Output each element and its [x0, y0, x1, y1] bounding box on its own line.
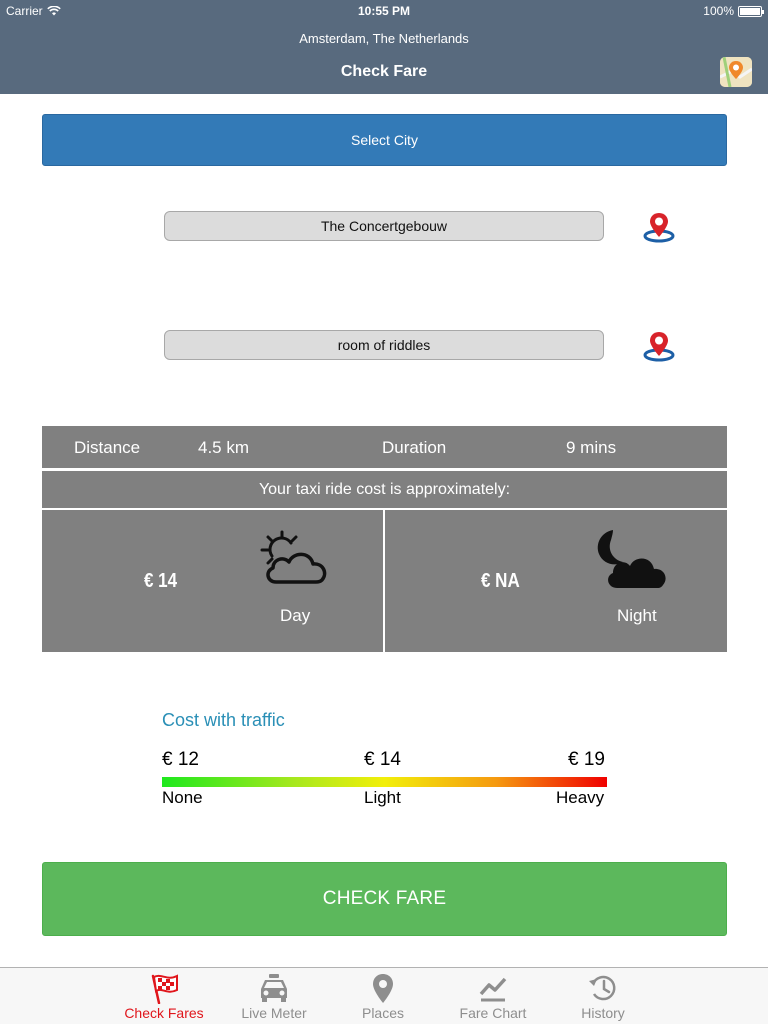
- traffic-light-label: Light: [364, 788, 401, 807]
- traffic-heavy-label: Heavy: [556, 788, 605, 807]
- tab-label: Check Fares: [124, 1005, 204, 1021]
- select-city-button[interactable]: Select City: [42, 114, 727, 166]
- tab-fare-chart[interactable]: [438, 968, 548, 1024]
- destination-field[interactable]: room of riddles: [164, 330, 604, 360]
- distance-duration-row: [42, 426, 727, 468]
- status-right: [703, 4, 762, 18]
- page-title: Check Fare: [340, 63, 428, 80]
- tab-label: Places: [361, 1005, 405, 1021]
- status-time: 10:55 PM: [357, 4, 411, 18]
- night-label: Night: [617, 606, 657, 625]
- distance-value: 4.5 km: [198, 438, 250, 457]
- traffic-none-cost: € 12: [162, 749, 199, 770]
- tab-places[interactable]: [328, 968, 438, 1024]
- partly-sunny-icon: [258, 526, 334, 590]
- traffic-title: Cost with traffic: [162, 710, 285, 730]
- cost-note: Your taxi ride cost is approximately:: [42, 471, 727, 508]
- chart-icon: [476, 972, 510, 1004]
- current-city: Amsterdam, The Netherlands: [299, 31, 469, 46]
- day-fare-card: [42, 510, 383, 652]
- history-icon: [586, 972, 620, 1004]
- cloudy-night-icon: [589, 526, 669, 592]
- carrier-label: Carrier: [6, 4, 43, 18]
- tab-bar: [0, 967, 768, 1024]
- day-fare-price: € 14: [144, 570, 178, 592]
- tab-history[interactable]: [548, 968, 658, 1024]
- traffic-light-cost: € 14: [364, 749, 401, 770]
- night-fare-card: [385, 510, 727, 652]
- destination-pin-icon[interactable]: [642, 329, 676, 363]
- location-pin-icon: [366, 972, 400, 1004]
- traffic-gradient-bar: [162, 777, 607, 787]
- day-label: Day: [280, 606, 311, 625]
- battery-icon: [738, 6, 762, 17]
- traffic-none-label: None: [162, 788, 203, 807]
- status-bar: [0, 0, 768, 22]
- distance-label: Distance: [74, 438, 141, 457]
- traffic-heavy-cost: € 19: [568, 749, 605, 770]
- taxi-icon: [257, 972, 291, 1004]
- night-fare-price: € NA: [481, 570, 520, 592]
- map-button[interactable]: [720, 57, 752, 87]
- tab-live-meter[interactable]: [219, 968, 329, 1024]
- duration-label: Duration: [382, 438, 447, 457]
- navigation-header: [0, 0, 768, 94]
- tab-check-fares[interactable]: [109, 968, 219, 1024]
- duration-value: 9 mins: [566, 438, 617, 457]
- map-icon: [720, 57, 752, 87]
- tab-label: Live Meter: [241, 1005, 307, 1021]
- tab-label: History: [581, 1005, 625, 1021]
- checkered-flag-icon: [147, 972, 181, 1004]
- tab-label: Fare Chart: [459, 1005, 527, 1021]
- origin-field[interactable]: The Concertgebouw: [164, 211, 604, 241]
- check-fare-button[interactable]: CHECK FARE: [42, 862, 727, 936]
- origin-pin-icon[interactable]: [642, 210, 676, 244]
- battery-percent: 100%: [703, 4, 734, 18]
